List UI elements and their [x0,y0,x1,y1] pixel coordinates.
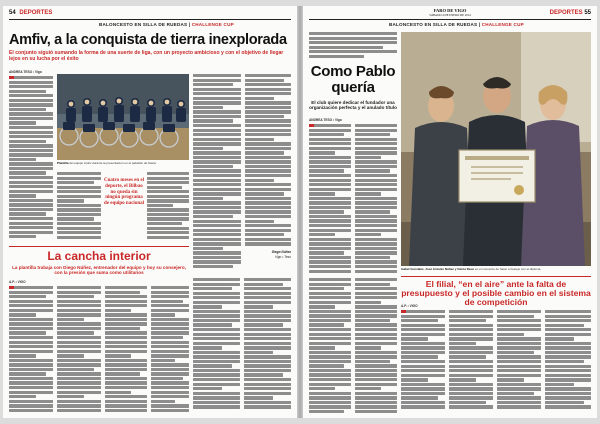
right-strap-competition: CHALLENGE CUP [481,22,524,27]
right-second-column-3 [497,310,541,414]
left-article-column-5 [245,74,291,274]
diploma-photo-caption [401,268,591,272]
right-headline: Como Pablo quería [310,63,396,96]
right-intro-column [309,32,397,60]
team-photo-caption-label: Plantilla [57,161,69,165]
right-folio [548,10,591,16]
left-signature-name: Diego Núñez [271,250,291,254]
right-second-column-2 [449,310,493,414]
left-section-name: DEPORTES [19,10,53,16]
right-second-rule [401,276,591,277]
right-second-column-4 [545,310,591,414]
left-folio [9,10,52,16]
right-byline-text: ANDREA TESO • Vigo [309,118,342,122]
right-page-number: 55 [584,10,591,16]
left-signature-role: Vigo • Teso [274,255,291,259]
left-byline: ANDREA TESO • Vigo [9,70,42,74]
right-deck: El club quiere dedicar el fundador una organización perfecta y el anulado título [309,100,397,111]
left-article-column-1 [9,76,53,242]
team-photo-caption [57,162,189,166]
right-article-column-2 [355,124,397,274]
second-deck: La plantilla trabaja con Diego Núñez, entrenador del equipo y hoy su consejero, con la presión que suma como utilitarios [12,265,186,276]
right-masthead-date: SÁBADO 4 DE ENERO DE 2014 [429,12,471,17]
second-story-column-5 [193,278,291,414]
left-deck: El conjunto siguió sumando la forma de una suerte de liga, con un proyecto ambicioso y con el objetivo de llegar lejos en su lucha por el éxito [9,50,284,62]
right-page [303,6,597,418]
second-story-column-4 [151,286,189,414]
second-byline: A.P. • VIGO [9,280,26,284]
right-strap [389,22,524,27]
diploma-photo-graphic [401,32,591,266]
right-second-headline: El filial, “en el aire” ante la falta de presupuesto y el posible cambio en el sistema de competición [401,279,591,308]
team-photo-caption-text: del equipo Amfiv durante la presentación en el pabellón de Navia. [69,161,157,165]
left-article-column-2 [57,172,101,242]
left-headline: Amfiv, a la conquista de tierra inexplorada [9,32,287,48]
second-story-column-1 [9,286,53,414]
left-strap-topic: BALONCESTO EN SILLA DE RUEDAS | [99,22,191,27]
left-article-column-3 [147,172,189,242]
second-story-column-3 [105,286,147,414]
second-story-rule [9,246,189,247]
diploma-photo-caption-label: Isabel González, José Antonio Núñez y Gloria Deus [401,267,475,271]
left-strap-competition: CHALLENGE CUP [191,22,234,27]
right-second-byline: A.P. • VIGO [401,304,418,308]
right-second-column-1 [401,310,445,414]
right-section-name: DEPORTES [549,10,583,16]
left-page-number: 54 [9,10,16,16]
left-article-column-4 [193,74,241,274]
second-story-column-2 [57,286,101,414]
left-page [3,6,297,418]
left-strap [99,22,234,27]
right-strap-topic: BALONCESTO EN SILLA DE RUEDAS | [389,22,481,27]
left-top-rule [9,19,291,20]
right-masthead-name: FARO DE VIGO [433,8,467,13]
diploma-photo [401,32,591,266]
team-photo [57,74,189,160]
right-top-rule [309,19,591,20]
right-article-column-1 [309,124,351,274]
right-article-column-4 [355,278,397,414]
team-photo-graphic [57,74,189,160]
right-byline [309,118,342,122]
left-pull-quote: Cuatro meses en el deporte, el Bilbao no queda sin ningún programa de equipo nacional [103,178,145,206]
second-headline: La cancha interior [47,249,151,263]
diploma-photo-caption-text: en el momento de hacer el festejo con el diploma. [474,267,542,271]
right-article-column-3 [309,278,351,414]
